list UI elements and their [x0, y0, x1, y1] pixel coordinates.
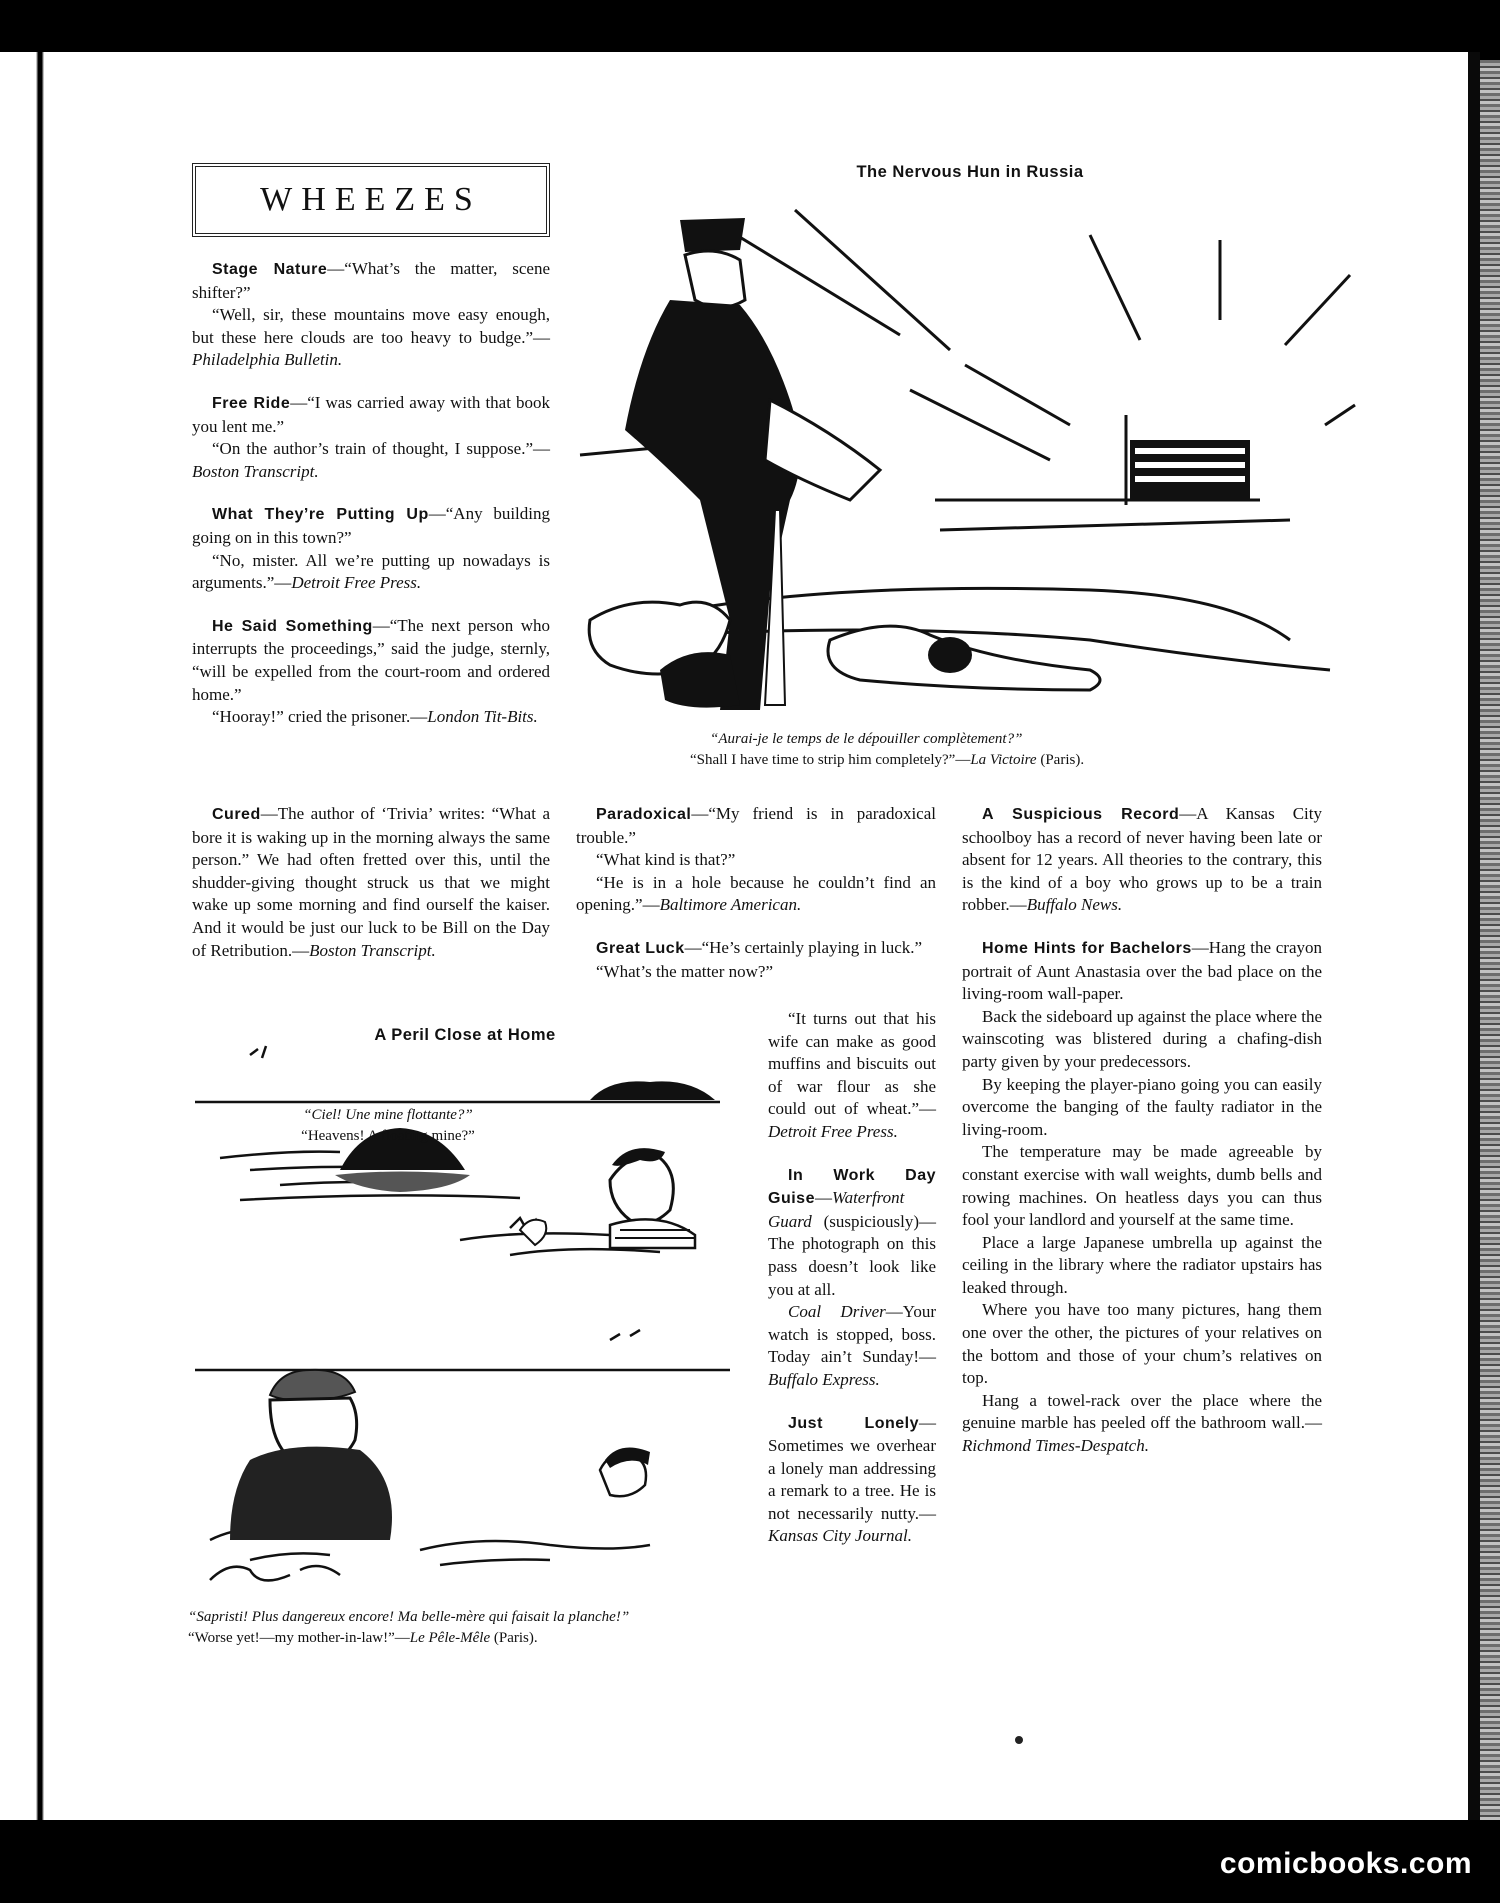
- joke-paradoxical: [576, 803, 936, 917]
- joke-speaker-2: Coal Driver: [788, 1302, 886, 1322]
- joke-head: In Work Day Guise: [768, 1166, 936, 1208]
- middle-column: [576, 803, 936, 983]
- joke-text: —“My friend is in paradoxical trouble.”: [576, 804, 936, 847]
- joke-putting-up: [192, 503, 550, 594]
- joke-work-day-guise: [768, 1164, 936, 1392]
- joke-source: Boston Transcript.: [192, 461, 319, 481]
- joke-text-2: “Hooray!” cried the prisoner.—: [212, 707, 428, 727]
- joke-great-luck-end: [768, 1008, 936, 1144]
- caption-top-french: “Aurai-je le temps de le dépouiller complètement?”: [710, 731, 1023, 747]
- joke-text-2: “On the author’s train of thought, I suppose.”—: [212, 439, 550, 459]
- joke-text-7: Hang a towel-rack over the place where the genuine marble has peeled off the bathroom wall.—: [962, 1390, 1322, 1433]
- joke-great-luck: [576, 937, 936, 983]
- joke-head: Paradoxical: [596, 806, 692, 823]
- joke-text-2: “No, mister. All we’re putting up nowadays is arguments.”—: [192, 550, 550, 593]
- joke-text: —“The next person who interrupts the proceedings,” said the judge, sternly, “will be expelled from the court-room and ordered home.”: [192, 615, 551, 704]
- joke-head: Great Luck: [596, 939, 685, 957]
- joke-text-5: Place a large Japanese umbrella up against the ceiling in the library where the radiator upstairs has leaked through.: [962, 1232, 1322, 1297]
- joke-head: Just Lonely: [788, 1414, 919, 1432]
- right-column: [962, 803, 1322, 1458]
- cartoon-caption-top: [690, 729, 1250, 771]
- joke-source: Detroit Free Press.: [768, 1121, 898, 1141]
- joke-text-4: The temperature may be made agreeable by constant exercise with wall weights, dumb bells and rowing machines. On heatless days you can thus fool your landlord and yourself at the same time.: [962, 1142, 1322, 1230]
- joke-source: Kansas City Journal.: [768, 1526, 913, 1546]
- joke-text-2: “What’s the matter now?”: [596, 961, 774, 981]
- joke-source: Buffalo News.: [1026, 895, 1123, 915]
- joke-said-something: [192, 615, 550, 729]
- section-masthead: WHEEZES: [192, 163, 550, 237]
- joke-head: He Said Something: [212, 617, 373, 635]
- joke-text-2: Back the sideboard up against the place where the wainscoting was blistered during a chafing-dish party given by your predecessors.: [962, 1006, 1322, 1071]
- joke-source: Baltimore American.: [659, 895, 802, 915]
- joke-text: —“He’s certainly playing in luck.”: [684, 937, 923, 957]
- joke-head: A Suspicious Record: [982, 806, 1180, 823]
- book-edge: [1480, 60, 1500, 1820]
- caption-top-source-tail: (Paris).: [1040, 752, 1085, 768]
- joke-text-2: “What kind is that?”: [596, 850, 736, 870]
- site-watermark: comicbooks.com: [1219, 1847, 1472, 1880]
- cartoon-title-top: The Nervous Hun in Russia: [856, 163, 1084, 181]
- joke-text: —A Kansas City schoolboy has a record of never having been late or absent for 12 years. All theories to the contrary, this is the kind of a boy who grows up to be a train robber.—: [962, 804, 1322, 915]
- joke-home-hints: [962, 937, 1322, 1458]
- caption-top-source: La Victoire: [970, 752, 1037, 768]
- caption-1-french: “Ciel! Une mine flottante?”: [303, 1107, 473, 1123]
- joke-text-3: “He is in a hole because he couldn’t find an opening.”—: [576, 872, 936, 915]
- left-column-upper: [192, 258, 550, 749]
- joke-text: —“Any building going on in this town?”: [192, 504, 550, 547]
- joke-source: Richmond Times-Despatch.: [962, 1436, 1149, 1456]
- joke-text-3: By keeping the player-piano going you can easily overcome the banging of the faulty radiator in the living-room.: [962, 1074, 1322, 1139]
- joke-source: Detroit Free Press.: [291, 573, 422, 593]
- caption-2-source-tail: (Paris).: [493, 1630, 538, 1646]
- cartoon-title-bottom: A Peril Close at Home: [374, 1026, 556, 1044]
- joke-text: “It turns out that his wife can make as good muffins and biscuits out of war flour as she could out of wheat.”—: [768, 1009, 936, 1119]
- joke-speaker-1: Waterfront Guard: [768, 1188, 905, 1231]
- caption-top-english-text: “Shall I have time to strip him completely?”: [690, 752, 956, 768]
- joke-free-ride: [192, 392, 550, 483]
- caption-2-english: [168, 1628, 740, 1649]
- joke-source: Philadelphia Bulletin.: [192, 350, 343, 370]
- narrow-column: [768, 1008, 936, 1548]
- joke-text: (suspiciously)—The photograph on this pass doesn’t look like you at all.: [768, 1211, 936, 1299]
- joke-text: —“I was carried away with that book you lent me.”: [192, 392, 550, 436]
- joke-just-lonely: [768, 1412, 936, 1549]
- cartoon-caption-bottom-1: [168, 1105, 608, 1147]
- joke-head: What They’re Putting Up: [212, 506, 429, 524]
- caption-2-french: “Sapristi! Plus dangereux encore! Ma belle-mère qui faisait la planche!”: [188, 1609, 630, 1625]
- joke-text: —“What’s the matter, scene shifter?”: [192, 259, 550, 302]
- caption-2-source: Le Pêle-Mêle: [409, 1630, 491, 1646]
- caption-top-english: “Shall I have time to strip him completely?”—La Victoire (Paris).: [690, 752, 1085, 768]
- joke-dash: —: [814, 1188, 832, 1208]
- joke-source: London Tit-Bits.: [427, 707, 538, 727]
- page-ornament: [1015, 1736, 1023, 1744]
- joke-source: Boston Transcript.: [309, 940, 436, 960]
- joke-text: —Sometimes we overhear a lonely man addressing a remark to a tree. He is not necessarily nutty.—: [768, 1412, 936, 1523]
- cartoon-nervous-hun: [570, 200, 1360, 720]
- joke-head: Cured: [212, 806, 261, 823]
- caption-2-english-text: “Worse yet!—my mother-in-law!”—: [188, 1630, 410, 1646]
- page-gutter: [0, 52, 58, 1820]
- joke-text-2: —Your watch is stopped, boss. Today ain’t Sunday!—: [768, 1302, 936, 1367]
- cartoon-caption-bottom-2: [168, 1607, 740, 1649]
- joke-text: —Hang the crayon portrait of Aunt Anastasia over the bad place on the living-room wall-paper.: [962, 937, 1323, 1004]
- joke-text-2: “Well, sir, these mountains move easy enough, but these here clouds are too heavy to budge.”—: [192, 305, 550, 347]
- page-edge-shadow: [1468, 52, 1480, 1820]
- joke-source: Buffalo Express.: [768, 1369, 880, 1389]
- joke-cured: [192, 803, 550, 962]
- caption-1-english: “Heavens! A floating mine?”: [301, 1128, 475, 1144]
- joke-head: Stage Nature: [212, 261, 328, 278]
- joke-text: —The author of ‘Trivia’ writes: “What a bore it is waking up in the morning always the same person.” We had often fretted over this, until the shudder-giving thought struck us that we might wake up some morning and find ourself the kaiser. And it would be just our luck to be Bill on the Day of Retribution.—: [192, 804, 550, 960]
- joke-head: Free Ride: [212, 394, 291, 412]
- joke-stage-nature: [192, 258, 550, 372]
- joke-text-6: Where you have too many pictures, hang them one over the other, the pictures of your relatives on the bottom and those of your chum’s relatives on top.: [962, 1300, 1322, 1388]
- joke-suspicious-record: [962, 803, 1322, 917]
- joke-head: Home Hints for Bachelors: [982, 939, 1192, 957]
